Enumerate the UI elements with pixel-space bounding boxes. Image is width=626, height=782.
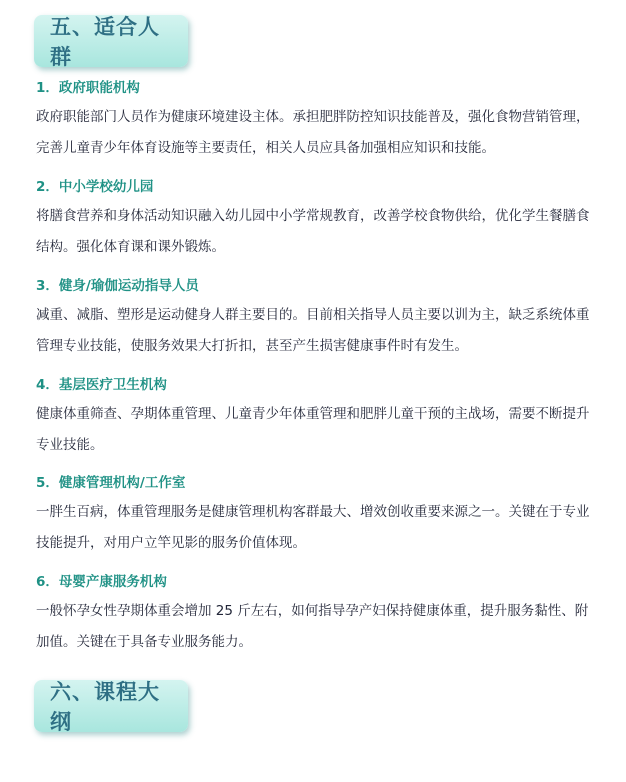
item-heading: 5．健康管理机构/工作室 <box>36 475 186 491</box>
item-body: 一胖生百病，体重管理服务是健康管理机构客群最大、增效创收重要来源之一。关键在于专业技能提升，对用户立竿见影的服务价值体现。 <box>36 504 590 551</box>
section-title-course-outline <box>34 680 188 732</box>
section-title-suitable-audience <box>34 15 188 67</box>
list-item <box>36 472 596 559</box>
item-body: 健康体重筛查、孕期体重管理、儿童青少年体重管理和肥胖儿童干预的主战场，需要不断提升专业技能。 <box>36 406 590 453</box>
list-item <box>36 77 596 164</box>
list-item <box>36 571 596 658</box>
list-item <box>36 275 596 362</box>
list-item <box>36 176 596 263</box>
item-body: 减重、减脂、塑形是运动健身人群主要目的。目前相关指导人员主要以训为主，缺乏系统体重管理专业技能，使服务效果大打折扣，甚至产生损害健康事件时有发生。 <box>36 307 590 354</box>
item-body: 政府职能部门人员作为健康环境建设主体。承担肥胖防控知识技能普及，强化食物营销管理，完善儿童青少年体育设施等主要责任，相关人员应具备加强相应知识和技能。 <box>36 109 590 156</box>
item-heading: 2．中小学校幼儿园 <box>36 179 154 195</box>
item-heading: 3．健身/瑜伽运动指导人员 <box>36 278 199 294</box>
item-heading: 6．母婴产康服务机构 <box>36 574 167 590</box>
item-body: 一般怀孕女性孕期体重会增加 25 斤左右，如何指导孕产妇保持健康体重，提升服务黏性、附加值。关键在于具备专业服务能力。 <box>36 603 589 650</box>
section-title-text: 五、适合人群 <box>50 15 160 69</box>
item-heading: 4．基层医疗卫生机构 <box>36 377 167 393</box>
section-title-text: 六、课程大纲 <box>50 680 160 734</box>
list-item <box>36 374 596 461</box>
item-heading: 1．政府职能机构 <box>36 80 140 96</box>
item-body: 将膳食营养和身体活动知识融入幼儿园中小学常规教育，改善学校食物供给，优化学生餐膳食结构。强化体育课和课外锻炼。 <box>36 208 590 255</box>
